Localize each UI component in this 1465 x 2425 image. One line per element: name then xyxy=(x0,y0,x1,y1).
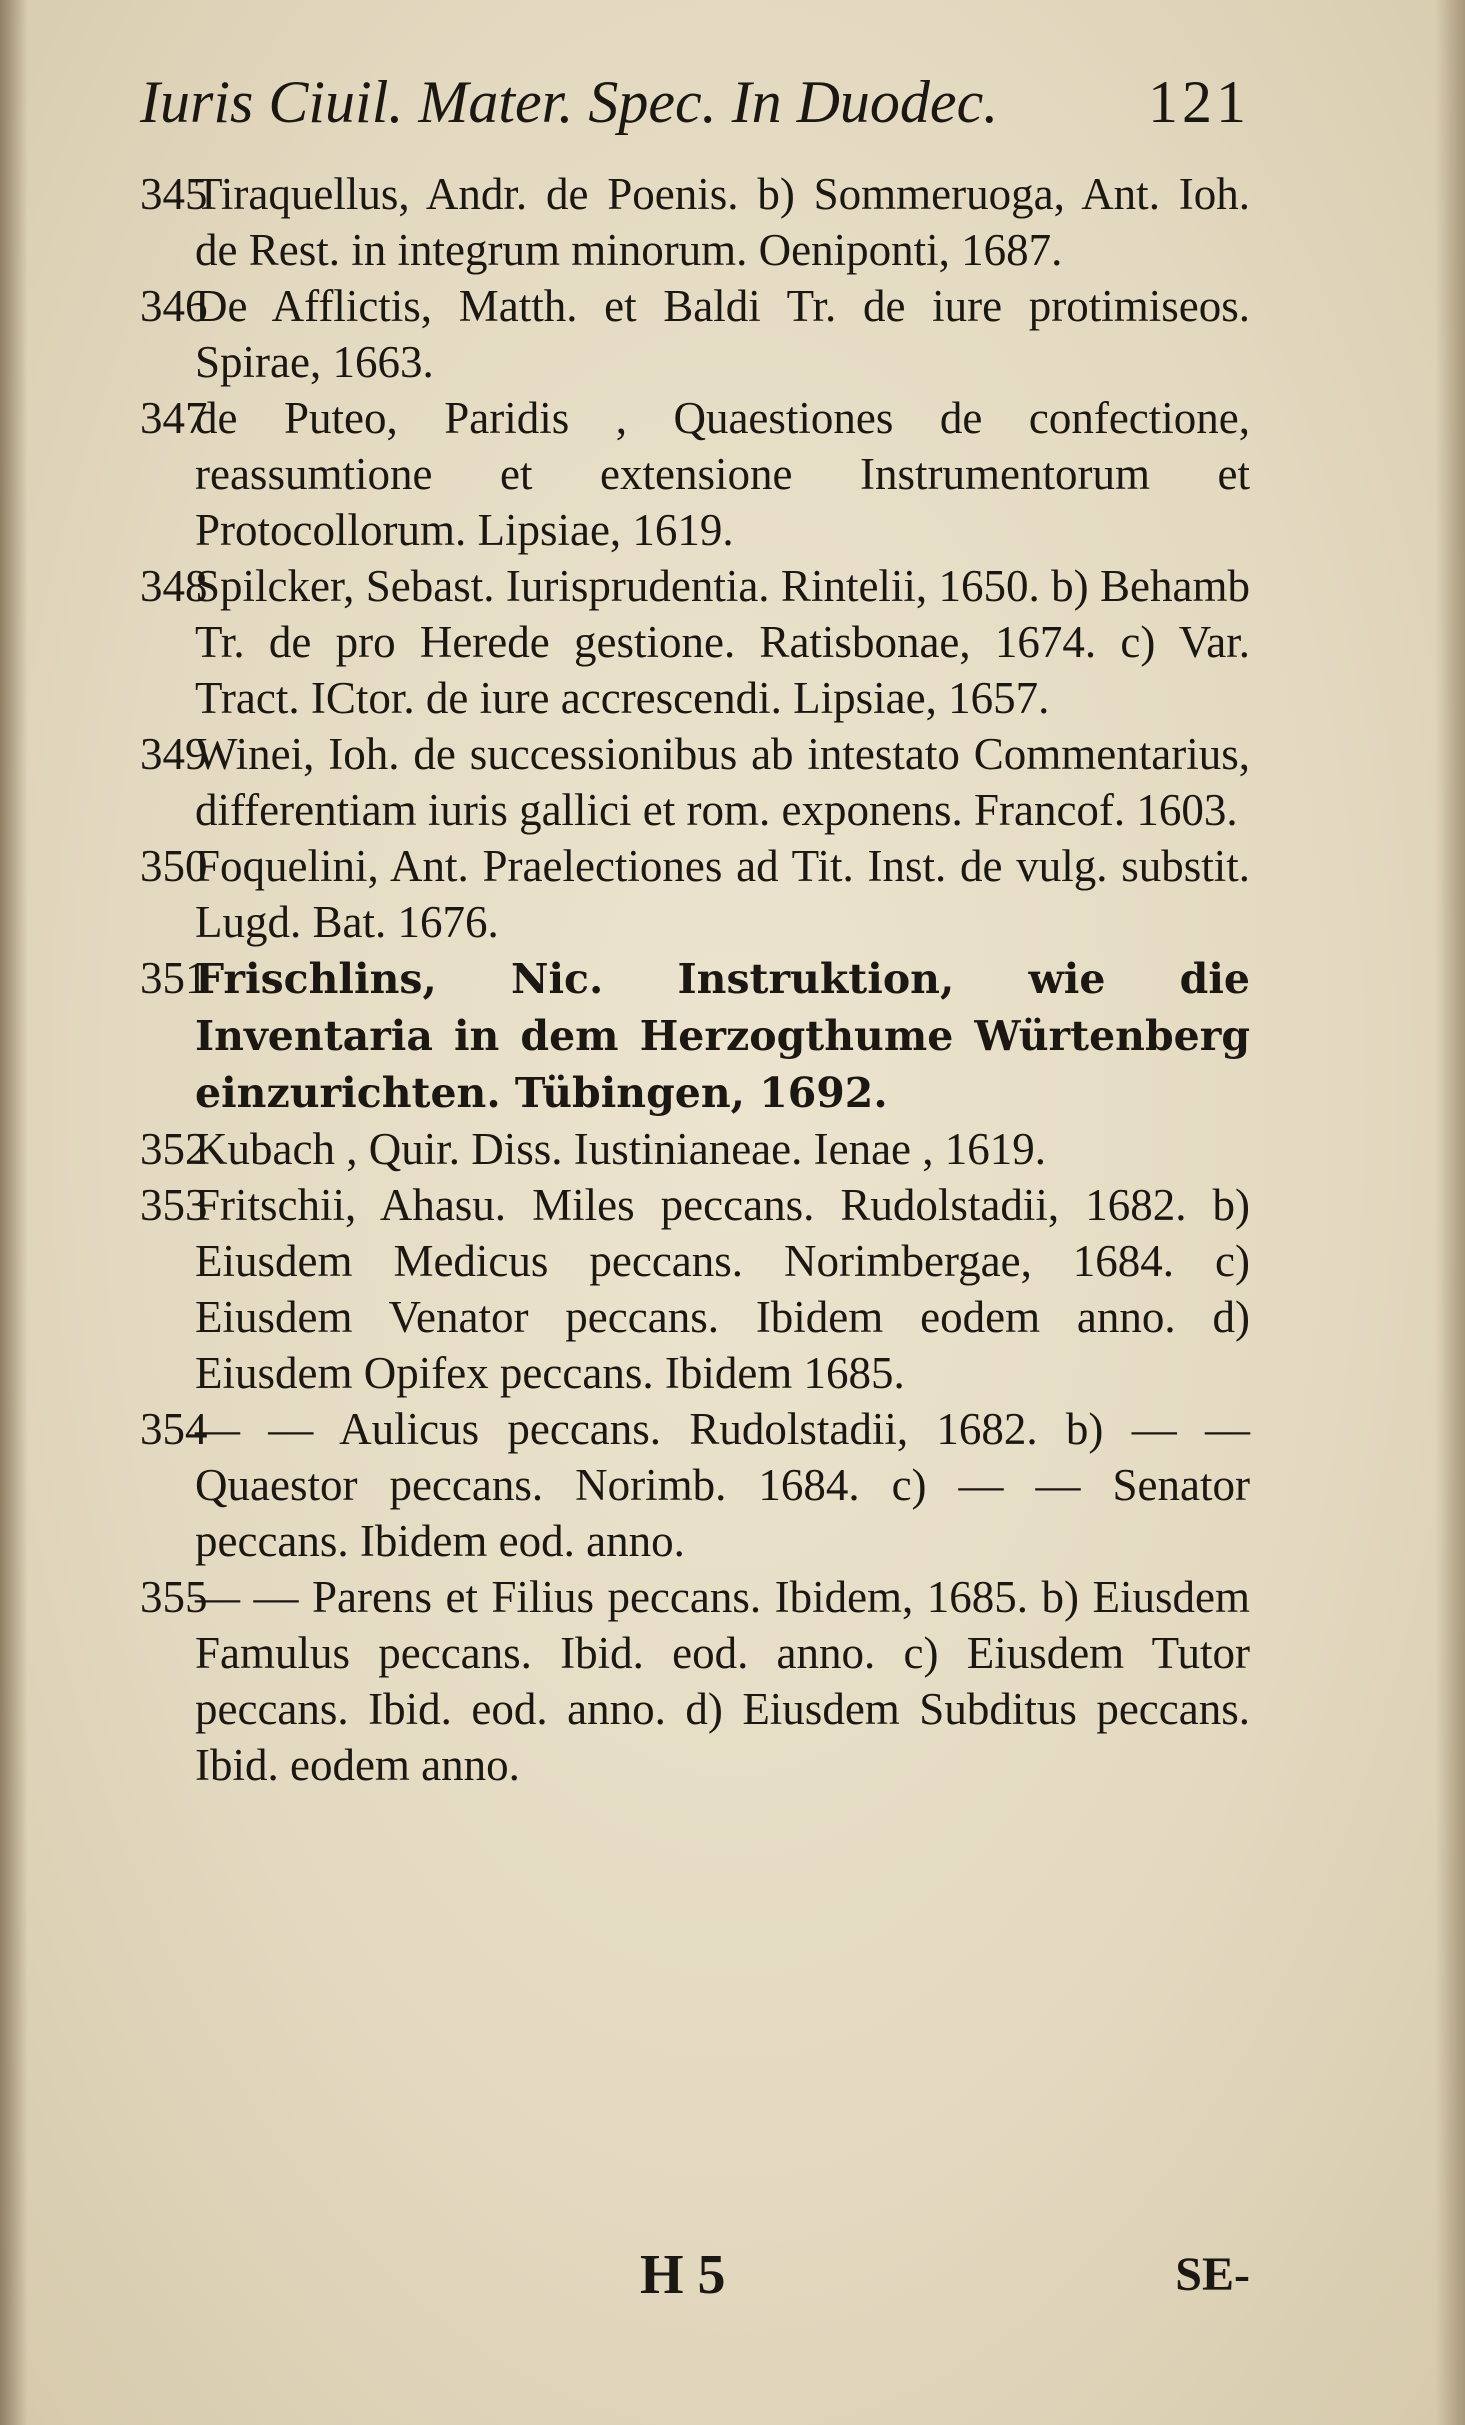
page-number: 121 xyxy=(1148,69,1250,135)
catalog-entry xyxy=(140,1569,1250,1793)
catalog-entry xyxy=(140,950,1250,1121)
entry-text: Foquelini, Ant. Praelectiones ad Tit. Inst. de vulg. substit. Lugd. Bat. 1676. xyxy=(195,841,1250,947)
entry-text: — — Parens et Filius peccans. Ibidem, 1685. b) Eiusdem Famulus peccans. Ibid. eod. anno. c) Eiusdem Tutor peccans. Ibid. eod. anno. d) Eiusdem Subditus peccans. Ibid. eodem anno. xyxy=(195,1572,1250,1790)
page-footer xyxy=(140,2235,1250,2315)
running-header xyxy=(140,62,1250,142)
entry-number: 345 xyxy=(140,169,208,219)
entry-text: De Afflictis, Matth. et Baldi Tr. de iure protimiseos. Spirae, 1663. xyxy=(195,281,1250,387)
entry-text: de Puteo, Paridis , Quaestiones de confectione, reassumtione et extensione Instrumentorum et Protocollorum. Lipsiae, 1619. xyxy=(195,393,1250,555)
entry-text: Kubach , Quir. Diss. Iustinianeae. Ienae , 1619. xyxy=(195,1124,1047,1174)
entry-text: Winei, Ioh. de successionibus ab intestato Commentarius, differentiam iuris gallici et rom. exponens. Francof. 1603. xyxy=(195,729,1250,835)
catalog-entry xyxy=(140,390,1250,558)
entry-text: Fritschii, Ahasu. Miles peccans. Rudolstadii, 1682. b) Eiusdem Medicus peccans. Norimbergae, 1684. c) Eiusdem Venator peccans. Ibidem eodem anno. d) Eiusdem Opifex peccans. Ibidem 1685. xyxy=(195,1180,1250,1398)
entry-number: 347 xyxy=(140,393,208,443)
entry-number: 352 xyxy=(140,1124,208,1174)
running-title: Iuris Ciuil. Mater. Spec. In Duodec. xyxy=(140,69,999,135)
entry-number: 354 xyxy=(140,1404,208,1454)
entry-text-blackletter: Frischlins, Nic. Instruktion, wie die Inventaria in dem Herzogthume Würtenberg einzurichten. Tübingen, 1692. xyxy=(195,955,1250,1117)
catalog-entry xyxy=(140,1121,1250,1177)
entry-text: Tiraquellus, Andr. de Poenis. b) Sommeruoga, Ant. Ioh. de Rest. in integrum minorum. Oeniponti, 1687. xyxy=(195,169,1250,275)
entry-text: — — Aulicus peccans. Rudolstadii, 1682. b) — — Quaestor peccans. Norimb. 1684. c) — — Senator peccans. Ibidem eod. anno. xyxy=(195,1404,1250,1566)
entry-number: 348 xyxy=(140,561,208,611)
entry-number: 353 xyxy=(140,1180,208,1230)
catalog-entry xyxy=(140,166,1250,278)
catalog-entries xyxy=(140,166,1250,1793)
signature-mark: H 5 xyxy=(640,2244,726,2306)
entry-text: Spilcker, Sebast. Iurisprudentia. Rintelii, 1650. b) Behamb Tr. de pro Herede gestione. Ratisbonae, 1674. c) Var. Tract. ICtor. de iure accrescendi. Lipsiae, 1657. xyxy=(195,561,1250,723)
entry-number: 350 xyxy=(140,841,208,891)
catalog-entry xyxy=(140,1177,1250,1401)
catalog-entry xyxy=(140,558,1250,726)
catalog-entry xyxy=(140,726,1250,838)
entry-number: 355 xyxy=(140,1572,208,1622)
entry-number: 351 xyxy=(140,953,208,1003)
entry-number: 349 xyxy=(140,729,208,779)
catalog-entry xyxy=(140,1401,1250,1569)
catalog-entry xyxy=(140,838,1250,950)
catalog-entry xyxy=(140,278,1250,390)
catchword: SE- xyxy=(1175,2248,1250,2301)
entry-number: 346 xyxy=(140,281,208,331)
